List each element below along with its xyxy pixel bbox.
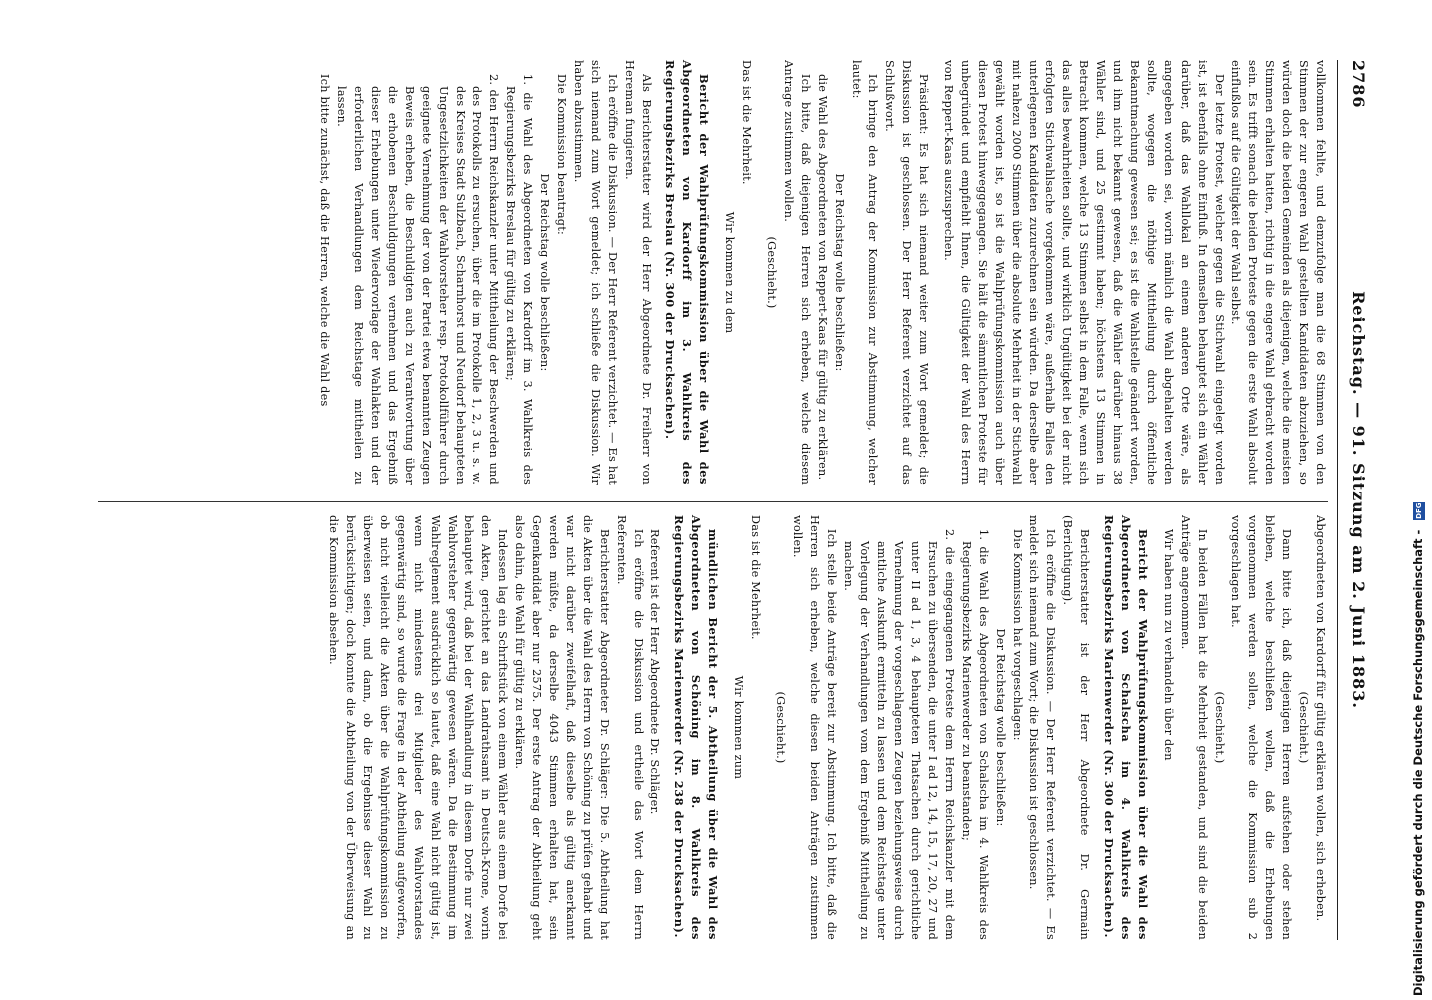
motion-intro: Der Reichstag wolle beschließen: (993, 628, 1007, 827)
stage-direction: (Geschieht.) (1212, 691, 1226, 764)
paragraph: Abgeordneten von Kardorff für gültig erklären wollen, sich erheben. (1314, 515, 1327, 922)
paragraph: Präsident: Es hat sich niemand weiter zum Wort gemeldet; die Diskussion ist geschlossen. Der Herr Referent verzichtet auf das Schlußwort. (883, 60, 931, 485)
paragraph: Ich eröffne die Diskussion und ertheile das Wort dem Herrn Referenten. (614, 515, 645, 940)
paragraph: Ich bringe den Antrag der Kommission zur Abstimmung, welcher lautet: (849, 60, 880, 485)
motion-item: 1. die Wahl des Abgeordneten von Schalscha im 4. Wahlkreis des Regierungsbezirks Marienwerder zu beanstanden; (959, 529, 990, 940)
section-heading: Bericht der Wahlprüfungskommission über die Wahl des Abgeordneten von Schalscha im 4. Wahlkreis des Regierungsbezirks Marienwerder (Nr. 300 der Drucksachen). (1102, 515, 1150, 940)
paragraph: Ich bitte zunächst, daß die Herren, welche die Wahl des (318, 74, 332, 407)
paragraph: Berichterstatter ist der Herr Abgeordnete Dr. Germain (Berichtigung). (1061, 515, 1092, 940)
right-column (324, 515, 1328, 940)
column-divider (98, 501, 1328, 502)
paragraph: Das ist die Mehrheit. (749, 515, 762, 640)
paragraph: Berichterstatter Abgeordneter Dr. Schläger: Die 5. Abtheilung hat die Akten über die Wahl des Herrn von Schöning zu prüfen gehabt und war nicht darüber zweifelhaft, daß dieselbe als gültig anerkannt werden müßte, da derselbe 4043 Stimmen erhalten hat, sein Gegenkandidat aber nur 2575. Der erste Antrag der Abtheilung geht also dahin, die Wahl für gültig zu erklären. (513, 515, 611, 940)
paragraph: Die Kommission hat vorgeschlagen: (1010, 529, 1024, 741)
paragraph: vollkommen fehlte, und demzufolge man die 68 Stimmen von den Stimmen der zur engeren Wahl gestellten Kandidaten abzuziehen, so würden doch die beiden Gemeinden als diejenigen, welche die meisten Stimmen erhalten hatten, richtig in die engere Wahl gebracht worden sein. Es trifft sonach die beiden Proteste gegen die erste Wahl absolut einflußlos auf die Gültigkeit der Wahl selbst. (1229, 60, 1327, 485)
motion-intro: Der Reichstag wolle beschließen: (832, 173, 846, 372)
paragraph: Der letzte Protest, welcher gegen die Stichwahl eingelegt worden ist, ist ebenfalls ohne Einfluß. In demselben behauptet sich ein Wähler darüber, daß das Wahllokal an einem anderen Orte wäre, als angegeben worden sei, worin nämlich die Wahl abgehalten werden sollte, wogegen die nöthige Mittheilung durch öffentliche Bekanntmachung gewesen sei; es ist die Wahlstelle geändert worden, und ihm nicht bekannt gewesen, daß die Wähler darüber hinaus 38 Wähler sind, und 25 gestimmt haben; höchstens 13 Stimmen in Betracht kommen, welche 13 Stimmen selbst in dem Falle, wenn sich das alles bewahrheiten sollte, und wirklich Ungültigkeit bei der nicht erfolgten Stichwahlsache vorgekommen wäre, außerhalb Falles den unterlegenen Kandidaten zuzurechnen sein würden. Da derselbe aber mit nahezu 2000 Stimmen über die absolute Mehrheit in der Stichwahl gewählt worden ist, so ist die Wahlprüfungskommission auch über diesen Protest hinweggegangen. Sie hält die sämmtlichen Proteste für unbegründet und empfiehlt Ihnen, die Gültigkeit der Wahl des Herrn von Reppert-Kaas auszusprechen. (942, 60, 1226, 485)
paragraph: Ich eröffne die Diskussion. — Der Herr Referent verzichtet. — Es meldet sich niemand zum Wort; die Diskussion ist geschlossen. (1027, 515, 1058, 940)
page-header (1342, 60, 1368, 940)
credit-text: Digitalisierung gefördert durch die Deutsche Forschungsgemeinschaft - (1411, 529, 1425, 996)
paragraph: Wir kommen zu dem (723, 211, 737, 334)
stage-direction: (Geschieht.) (1297, 691, 1311, 764)
motion-text: die Wahl des Abgeordneten von Reppert-Kaas für gültig zu erklären. (815, 74, 829, 481)
section-heading: mündlichen Bericht der 5. Abtheilung über die Wahl des Abgeordneten von Schöning im 8. Wahlkreis des Regierungsbezirks Marienwerder (Nr. 238 der Drucksachen). (672, 515, 721, 940)
motion-item: 2. die eingegangenen Proteste dem Herrn Reichskanzler mit dem Ersuchen zu übersenden, die unter I ad 12, 14, 15, 17, 20, 27 und unter II ad 1, 3, 4 behaupteten Thatsachen durch gerichtliche Vernehmung der vorgeschlagenen Zeugen beziehungsweise durch amtliche Auskunft ermitteln zu lassen und dem Reichstage unter Vorlegung der Verhandlungen vom dem Ergebniß Mittheilung zu machen. (841, 529, 956, 940)
paragraph: In beiden Fällen hat die Mehrheit gestanden, und sind die beiden Anträge angenommen. (1178, 515, 1209, 940)
paragraph: Wir kommen zum (732, 675, 746, 780)
page-title: Reichstag. — 91. Sitzung am 2. Juni 1883. (1349, 291, 1368, 709)
paragraph: Das ist die Mehrheit. (740, 60, 754, 185)
stage-direction: (Geschieht.) (773, 691, 787, 764)
stage-direction: (Geschieht.) (765, 236, 778, 309)
motion-item: 1. die Wahl des Abgeordneten von Kardorff im 3. Wahlkreis des Regierungsbezirks Breslau für gültig zu erklären; (504, 74, 535, 485)
paragraph: Wir haben nun zu verhandeln über den (1161, 529, 1175, 761)
section-heading: Bericht der Wahlprüfungskommission über die Wahl des Abgeordneten von Kardorff im 3. Wahlkreis des Regierungsbezirks Breslau (Nr. 300 der Drucksachen). (663, 60, 712, 485)
dfg-logo-icon: DFG (1414, 502, 1423, 519)
paragraph: Ich eröffne die Diskussion. — Der Herr Referent verzichtet. — Es hat sich niemand zum Wort gemeldet; ich schließe die Diskussion. Wir haben abzustimmen. (571, 60, 619, 485)
header-rule (1337, 60, 1338, 940)
paragraph: Die Kommission beantragt: (555, 74, 569, 235)
left-column (315, 60, 1328, 485)
digitization-credit (1411, 6, 1425, 996)
page-number: 2786 (1349, 60, 1368, 109)
paragraph: Referent ist der Herr Abgeordnete Dr. Schläger. (648, 529, 662, 815)
paragraph: Ich stelle beide Anträge bereit zur Abstimmung. Ich bitte, daß die Herren sich erheben, welche diesen beiden Anträgen zustimmen wollen. (790, 515, 838, 940)
motion-item: 2. den Herrn Reichskanzler unter Mittheilung der Beschwerden und des Protokolls zu ersuchen, über die im Protokolle 1, 2, 3 u. s. w. des Kreises Stadt Sulzbach, Scharnhorst und Neudorf behaupteten Ungesetzlichkeiten der Wahlvorsteher resp. Protokollführer durch geeignete Vernehmung der von der Partei etwa benannten Zeugen Beweis erheben, die Beschuldigten auch zu Verantwortung über die erhobenen Beschuldigungen vernehmen und das Ergebniß dieser Erhebungen unter Wiedervorlage der Wahlakten und der erforderlichen Verhandlungen dem Reichstage mittheilen zu lassen. (335, 74, 501, 485)
motion-intro: Der Reichstag wolle beschließen: (538, 173, 552, 372)
paragraph: Dann bitte ich, daß diejenigen Herren aufstehen oder stehen bleiben, welche beschließen wollen, daß die Erhebungen vorgenommen werden sollen, welche die Kommission sub 2 vorgeschlagen hat. (1229, 515, 1294, 940)
paragraph: Indessen lag ein Schriftstück von einem Wähler aus einem Dorfe bei den Akten, gerichtet an das Landrathsamt in Deutsch-Krone, worin behauptet wird, daß bei der Wahlhandlung in diesem Dorfe nur zwei Wahlvorsteher gegenwärtig gewesen wären. Da die Bestimmung im Wahlreglement ausdrücklich so lautet, daß eine Wahl nicht gültig ist, wenn nicht mindestens drei Mitglieder des Wahlvorstandes gegenwärtig sind, so wurde die Frage in der Abtheilung aufgeworfen, ob nicht vielleicht die Akten über die Wahlprüfungskommission zu überweisen seien, und dann, ob die Ergebnisse dieser Wahl zu berücksichtigen; doch konnte die Abtheilung von der Überweisung an die Kommission absehen. (327, 515, 510, 940)
paragraph: Ich bitte, daß diejenigen Herren sich erheben, welche diesem Antrage zustimmen wollen. (781, 60, 812, 485)
paragraph: Als Berichterstatter wird der Herr Abgeordnete Dr. Freiherr von Hereman fungieren. (622, 60, 653, 485)
